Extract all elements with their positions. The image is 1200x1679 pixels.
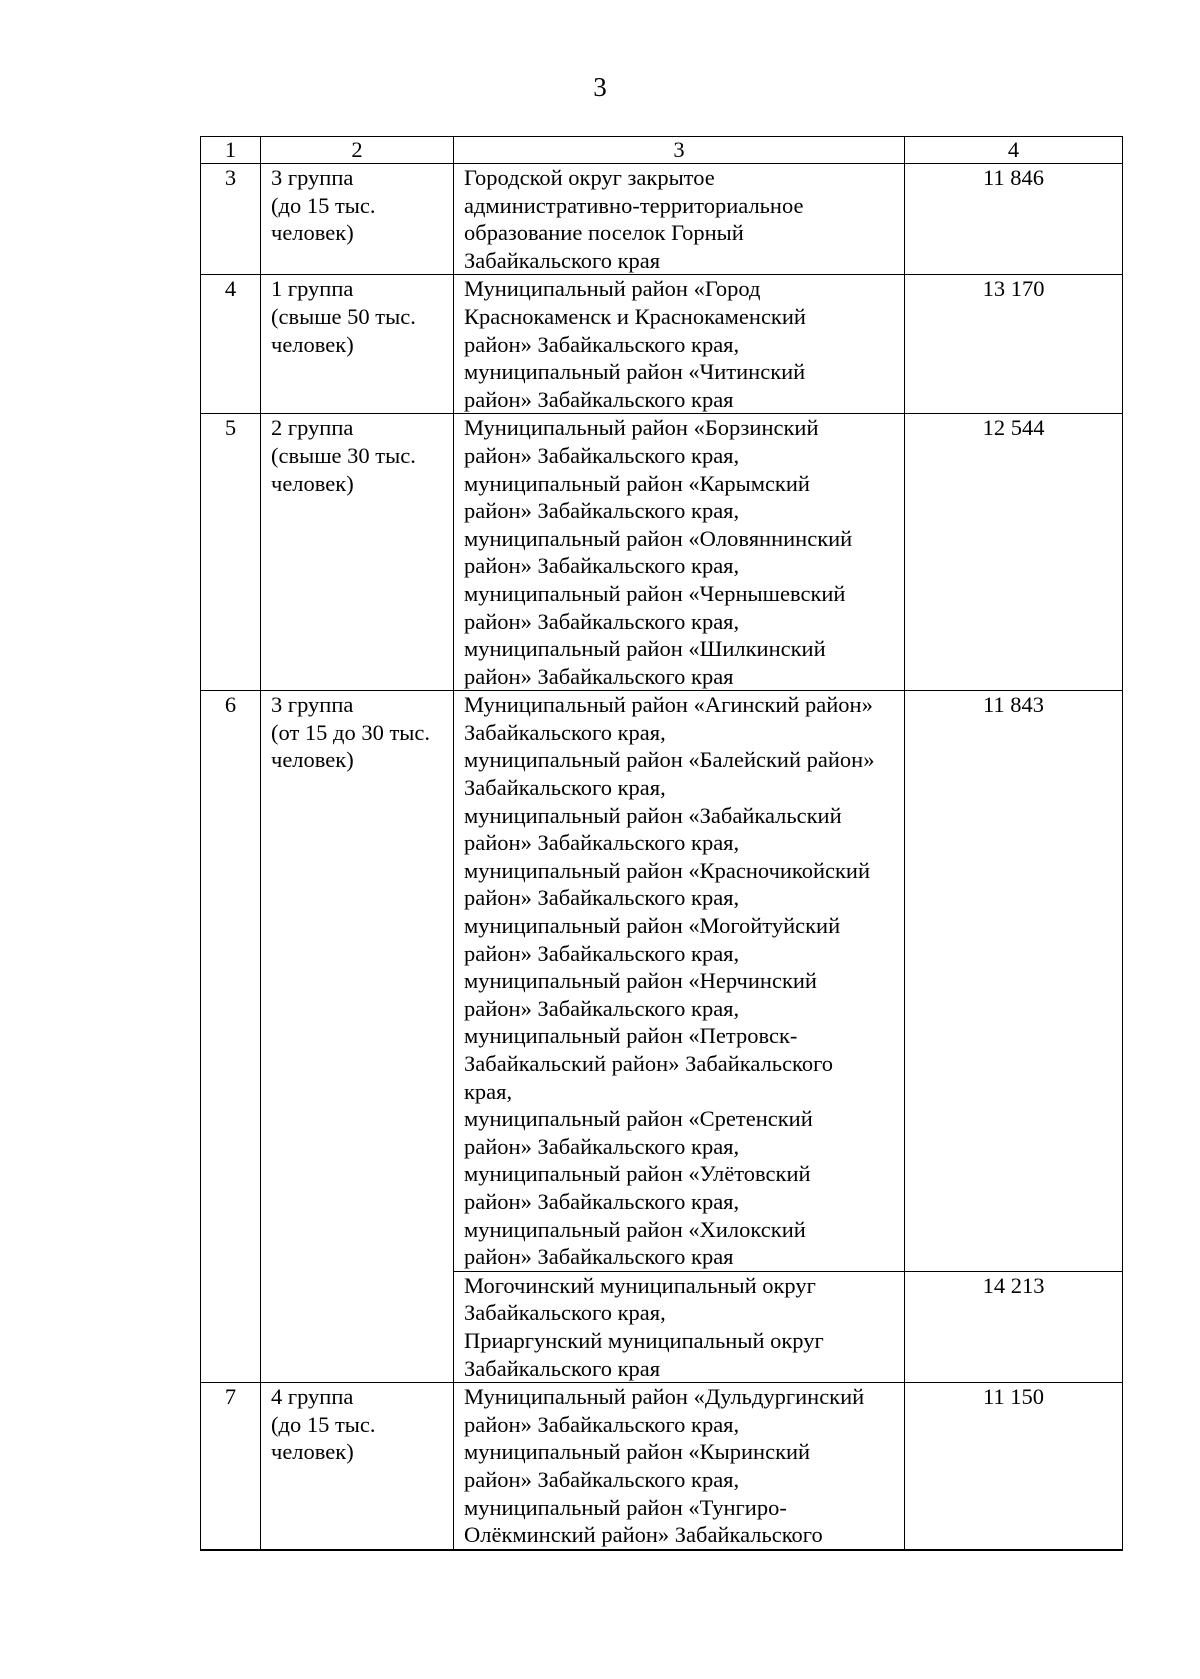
cell-line: муниципальный район «Хилокский <box>464 1216 806 1242</box>
cell-line: 3 группа <box>271 165 354 190</box>
cell-line: муниципальный район «Нерчинский <box>464 968 817 994</box>
cell-line: муниципальный район «Балейский район» <box>464 747 875 773</box>
cell-line: муниципальный район «Шилкинский <box>464 636 826 662</box>
cell-line: район» Забайкальского края, <box>464 1466 740 1492</box>
cell-line: муниципальный район «Карымский <box>464 470 810 496</box>
cell-line: район» Забайкальского края, <box>464 1133 740 1159</box>
cell-line: Приаргунский муниципальный округ <box>464 1327 824 1353</box>
cell-line: Забайкальского края, <box>464 775 666 801</box>
cell-line: район» Забайкальского края, <box>464 498 740 524</box>
page-number: 3 <box>593 72 607 102</box>
cell-line: район» Забайкальского края <box>464 1244 734 1270</box>
table-row <box>201 414 1123 691</box>
cell-line: человек) <box>271 747 354 773</box>
group-cell <box>261 691 454 1383</box>
row-number: 3 <box>201 164 261 275</box>
entities-cell <box>454 164 905 275</box>
cell-line: Забайкальского края <box>464 1355 661 1381</box>
cell-line: район» Забайкальского края, <box>464 830 740 856</box>
row-number: 7 <box>201 1383 261 1550</box>
cell-line: муниципальный район «Красночикойский <box>464 857 871 883</box>
cell-line: (от 15 до 30 тыс. <box>271 719 431 745</box>
cell-line: Олёкминский район» Забайкальского <box>464 1522 823 1548</box>
row-number: 4 <box>201 275 261 414</box>
cell-line: муниципальный район «Оловяннинский <box>464 525 853 551</box>
cell-line: человек) <box>271 220 354 246</box>
row-number: 5 <box>201 414 261 691</box>
cell-line: муниципальный район «Тунгиро- <box>464 1494 787 1520</box>
value-cell: 13 170 <box>905 275 1123 414</box>
cell-line: (до 15 тыс. <box>271 1411 376 1437</box>
cell-line: образование поселок Горный <box>464 220 744 246</box>
cell-line: муниципальный район «Чернышевский <box>464 580 846 606</box>
value-cell: 14 213 <box>905 1271 1123 1382</box>
header-cell-1: 1 <box>201 137 261 164</box>
header-cell-3: 3 <box>454 137 905 164</box>
cell-line: район» Забайкальского края, <box>464 995 740 1021</box>
cell-line: Муниципальный район «Дульдургинский <box>464 1384 865 1410</box>
cell-line: (свыше 30 тыс. <box>271 442 416 468</box>
cell-line: административно-территориальное <box>464 192 804 218</box>
cell-line: Муниципальный район «Борзинский <box>464 415 819 441</box>
entities-cell <box>454 414 905 691</box>
cell-line: район» Забайкальского края, <box>464 331 740 357</box>
cell-line: Могочинский муниципальный округ <box>464 1272 816 1298</box>
cell-line: Муниципальный район «Город <box>464 276 761 302</box>
header-cell-2: 2 <box>261 137 454 164</box>
cell-line: Забайкальского края <box>464 247 661 273</box>
cell-line: 3 группа <box>271 692 354 718</box>
cell-line: 4 группа <box>271 1384 354 1410</box>
entities-cell <box>454 1271 905 1382</box>
entities-cell <box>454 275 905 414</box>
cell-line: (до 15 тыс. <box>271 192 376 218</box>
table-row <box>201 275 1123 414</box>
cell-line: район» Забайкальского края, <box>464 553 740 579</box>
cell-line: 1 группа <box>271 276 354 302</box>
cell-line: Забайкальского края, <box>464 1300 666 1326</box>
value-cell: 11 843 <box>905 691 1123 1271</box>
entities-cell <box>454 691 905 1271</box>
cell-line: человек) <box>271 331 354 357</box>
cell-line: 2 группа <box>271 415 354 441</box>
group-cell <box>261 275 454 414</box>
table-header-row <box>201 137 1123 164</box>
cell-line: Забайкальский район» Забайкальского <box>464 1051 834 1076</box>
cell-line: муниципальный район «Забайкальский <box>464 802 842 828</box>
cell-line: район» Забайкальского края <box>464 663 734 689</box>
cell-line: Забайкальского края, <box>464 719 666 745</box>
table-row <box>201 691 1123 1271</box>
table-row <box>201 164 1123 275</box>
cell-line: муниципальный район «Кыринский <box>464 1439 811 1465</box>
header-cell-4: 4 <box>905 137 1123 164</box>
cell-line: Городской округ закрытое <box>464 165 715 190</box>
value-cell: 12 544 <box>905 414 1123 691</box>
cell-line: (свыше 50 тыс. <box>271 303 416 329</box>
cell-line: муниципальный район «Сретенский <box>464 1106 813 1132</box>
cell-line: муниципальный район «Читинский <box>464 359 806 385</box>
cell-line: Краснокаменск и Краснокаменский <box>464 303 806 329</box>
row-number: 6 <box>201 691 261 1383</box>
cell-line: район» Забайкальского края, <box>464 608 740 634</box>
table-row <box>201 1383 1123 1550</box>
value-cell: 11 846 <box>905 164 1123 275</box>
cell-line: Муниципальный район «Агинский район» <box>464 692 873 718</box>
cell-line: район» Забайкальского края <box>464 386 734 412</box>
value-cell: 11 150 <box>905 1383 1123 1550</box>
cell-line: человек) <box>271 470 354 496</box>
group-cell <box>261 414 454 691</box>
cell-line: муниципальный район «Могойтуйский <box>464 913 841 939</box>
group-cell <box>261 1383 454 1550</box>
municipal-groups-table <box>200 136 1123 1551</box>
cell-line: район» Забайкальского края, <box>464 1411 740 1437</box>
cell-line: муниципальный район «Улётовский <box>464 1161 811 1187</box>
cell-line: район» Забайкальского края, <box>464 442 740 468</box>
cell-line: район» Забайкальского края, <box>464 1188 740 1214</box>
entities-cell <box>454 1383 905 1550</box>
cell-line: края, <box>464 1078 513 1104</box>
cell-line: район» Забайкальского края, <box>464 885 740 911</box>
cell-line: муниципальный район «Петровск- <box>464 1023 798 1049</box>
group-cell <box>261 164 454 275</box>
cell-line: район» Забайкальского края, <box>464 940 740 966</box>
cell-line: человек) <box>271 1439 354 1465</box>
